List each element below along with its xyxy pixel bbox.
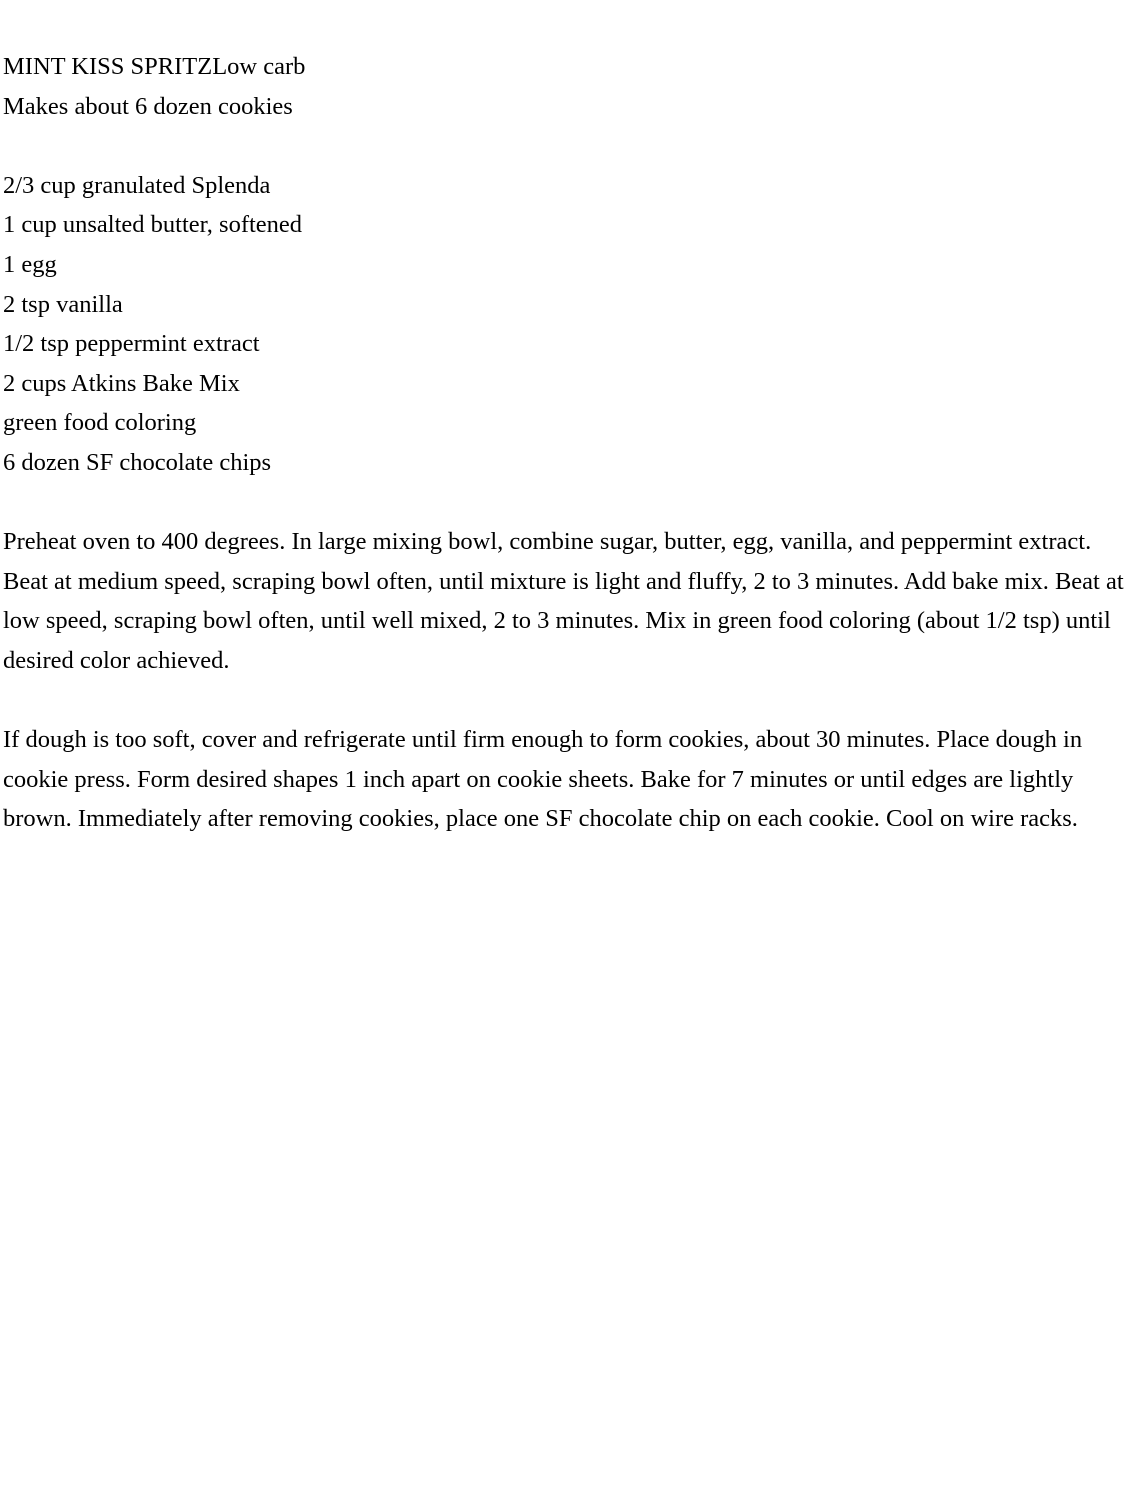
recipe-title: MINT KISS SPRITZLow carb [3,53,306,80]
blank-line [3,126,1128,166]
blank-line [3,483,1128,523]
directions-paragraph-2: If dough is too soft, cover and refrigerate until firm enough to form cookies, about 30 minutes. Place dough in cookie press. Form desired shapes 1 inch apart on cookie sheets. Bake for 7 minutes or until edges are lightly brown. Immediately after removing cookies, place one SF chocolate chip on each cookie. Cool on wire racks. [3,726,1083,833]
recipe-content [3,47,1128,839]
ingredient-item: 6 dozen SF chocolate chips [3,448,272,476]
ingredient-item: 1 egg [3,250,57,278]
recipe-yield: Makes about 6 dozen cookies [3,92,293,120]
blank-line [3,681,1128,721]
ingredient-item: 2 tsp vanilla [3,290,123,318]
ingredient-item: 2/3 cup granulated Splenda [3,171,271,199]
ingredient-item: 2 cups Atkins Bake Mix [3,369,240,397]
directions-paragraph-1: Preheat oven to 400 degrees. In large mixing bowl, combine sugar, butter, egg, vanilla, and peppermint extract. Beat at medium speed, scraping bowl often, until mixture is light and fluffy, 2 to 3 minutes. Add bake mix. Beat at low speed, scraping bowl often, until well mixed, 2 to 3 minutes. Mix in green food coloring (about 1/2 tsp) until desired color achieved. [3,528,1124,674]
ingredient-item: green food coloring [3,409,197,437]
ingredient-item: 1/2 tsp peppermint extract [3,330,260,358]
ingredient-list [3,166,1128,483]
ingredient-item: 1 cup unsalted butter, softened [3,211,303,239]
